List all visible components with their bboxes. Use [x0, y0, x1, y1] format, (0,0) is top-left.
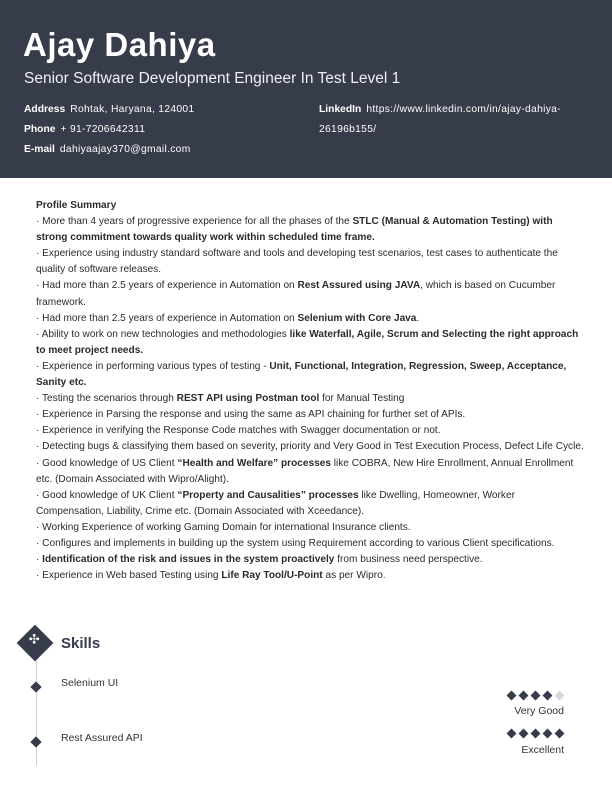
bullet-bold-text: Identification of the risk and issues in the system proactively — [42, 554, 335, 566]
bullet-text: More than 4 years of progressive experience for all the phases of the — [42, 216, 353, 228]
skill-name: Rest Assured API — [61, 732, 143, 744]
bullet-text: Configures and implements in building up the system using Requirement according to various Client specifications. — [42, 537, 555, 549]
bullet-bold-text: STLC (Manual & Automation Testing) with strong commitment towards quality work within scheduled time frame. — [36, 216, 553, 244]
address-value: Rohtak, Haryana, 124001 — [70, 104, 195, 115]
phone-row — [24, 120, 194, 140]
rating-diamond-filled — [531, 691, 541, 701]
bullet-text: as per Wipro. — [322, 570, 386, 582]
linkedin-row — [319, 100, 599, 120]
rating-diamond-filled — [543, 691, 553, 701]
bullet-text: Experience in Parsing the response and using the same as API chaining for further set of APIs. — [42, 409, 466, 421]
summary-bullet: · Identification of the risk and issues in the system proactively from business need perspective. — [36, 554, 483, 566]
bullet-text: for Manual Testing — [319, 393, 405, 405]
skill-level: Very Good — [514, 705, 564, 717]
bullet-text: Good knowledge of UK Client — [42, 489, 178, 501]
skill-rating — [507, 728, 564, 739]
bullet-text: from business need perspective. — [334, 554, 483, 566]
bullet-text: Experience using industry standard software and tools and developing test scenarios, test cases to authenticate the quality of software releases. — [36, 248, 558, 276]
bullet-text: , which is based on Cucumber framework. — [36, 280, 556, 308]
linkedin-url[interactable]: https://www.linkedin.com/in/ajay-dahiya- — [366, 104, 561, 115]
rating-diamond-filled — [519, 691, 529, 701]
summary-bullet: · Good knowledge of US Client “Health and Welfare” processes like COBRA, New Hire Enrollment, Annual Enrollment etc. (Domain Associated with Wipro/Alight). — [36, 457, 574, 485]
rating-diamond-empty — [555, 691, 565, 701]
phone-value: + 91-7206642311 — [60, 124, 146, 135]
summary-bullet: · Good knowledge of UK Client “Property and Causalities” processes like Dwelling, Homeowner, Worker Compensation, Liability, Crime etc. (Domain Associated with Xceedance). — [36, 489, 515, 517]
bullet-bold-text: “Health and Welfare” processes — [177, 457, 331, 469]
bullet-text: like Dwelling, Homeowner, Worker Compensation, Liability, Crime etc. (Domain Associated with Xceedance). — [36, 489, 515, 517]
timeline-line — [36, 660, 37, 766]
rating-diamond-filled — [507, 729, 517, 739]
linkedin-label: LinkedIn — [319, 104, 362, 115]
summary-bullet: · Experience using industry standard software and tools and developing test scenarios, test cases to authenticate the quality of software releases. — [36, 248, 558, 276]
rating-diamond-filled — [555, 729, 565, 739]
summary-bullet: · Detecting bugs & classifying them based on severity, priority and Very Good in Test Execution Process, Defect Life Cycle. — [36, 441, 584, 453]
rating-diamond-filled — [507, 691, 517, 701]
contact-right — [319, 100, 599, 140]
summary-bullet: · Experience in performing various types of testing - Unit, Functional, Integration, Regression, Sweep, Acceptance, Sanity etc. — [36, 360, 567, 389]
bullet-text: Experience in Web based Testing using — [42, 570, 222, 582]
bullet-text: Good knowledge of US Client — [42, 457, 178, 469]
summary-bullet: · Configures and implements in building up the system using Requirement according to various Client specifications. — [36, 537, 555, 549]
bullet-bold-text: like Waterfall, Agile, Scrum and Selecting the right approach to meet project needs. — [36, 328, 579, 356]
skill-name: Selenium UI — [61, 677, 119, 689]
puzzle-icon: ✣ — [28, 632, 40, 648]
phone-label: Phone — [24, 124, 56, 135]
bullet-bold-text: Life Ray Tool/U-Point — [221, 570, 323, 582]
profile-summary — [36, 198, 584, 584]
bullet-text: Ability to work on new technologies and methodologies — [41, 328, 290, 340]
skills-section-icon — [17, 625, 54, 662]
bullet-text: Experience in verifying the Response Code matches with Swagger documentation or not. — [42, 425, 441, 437]
summary-bullet: · More than 4 years of progressive experience for all the phases of the STLC (Manual & Automation Testing) with strong commitment towards quality work within scheduled time frame. — [36, 216, 553, 244]
address-row — [24, 100, 194, 120]
skill-level: Excellent — [521, 744, 564, 756]
bullet-bold-text: Selenium with Core Java — [297, 312, 417, 324]
bullet-text: Testing the scenarios through — [41, 393, 177, 405]
summary-bullet: · Testing the scenarios through REST API using Postman tool for Manual Testing — [36, 393, 405, 405]
linkedin-url-cont[interactable]: 26196b155/ — [319, 124, 377, 135]
summary-bullet: · Ability to work on new technologies and methodologies like Waterfall, Agile, Scrum and Selecting the right approach to meet project needs. — [36, 328, 579, 356]
skill-rating — [507, 690, 564, 701]
email-value[interactable]: dahiyaajay370@gmail.com — [59, 144, 191, 155]
bullet-text: Had more than 2.5 years of experience in Automation on — [42, 312, 298, 324]
candidate-name: Ajay Dahiya — [23, 26, 216, 63]
timeline-marker — [30, 681, 41, 692]
rating-diamond-filled — [531, 729, 541, 739]
address-label: Address — [24, 104, 66, 115]
summary-bullet: · Working Experience of working Gaming Domain for international Insurance clients. — [36, 521, 411, 533]
summary-bullet: · Had more than 2.5 years of experience in Automation on Selenium with Core Java. — [36, 312, 420, 324]
bullet-bold-text: Unit, Functional, Integration, Regression, Sweep, Acceptance, Sanity etc. — [36, 360, 567, 389]
timeline-marker — [30, 736, 41, 747]
bullet-bold-text: “Property and Causalities” processes — [177, 489, 359, 501]
bullet-bold-text: REST API using Postman tool — [176, 393, 320, 405]
summary-bullet: · Experience in verifying the Response Code matches with Swagger documentation or not. — [36, 425, 441, 437]
bullet-text: Working Experience of working Gaming Domain for international Insurance clients. — [42, 521, 411, 533]
summary-bullet: · Experience in Parsing the response and using the same as API chaining for further set of APIs. — [36, 409, 466, 421]
contact-left — [24, 100, 194, 160]
bullet-text: like COBRA, New Hire Enrollment, Annual Enrollment etc. (Domain Associated with Wipro/Alight). — [36, 457, 574, 485]
rating-diamond-filled — [519, 729, 529, 739]
bullet-text: Had more than 2.5 years of experience in Automation on — [42, 280, 298, 292]
bullet-text: . — [416, 312, 420, 324]
email-label: E-mail — [24, 144, 55, 155]
bullet-bold-text: Rest Assured using JAVA — [297, 280, 421, 292]
bullet-text: Detecting bugs & classifying them based on severity, priority and Very Good in Test Execution Process, Defect Life Cycle. — [42, 441, 584, 453]
bullet-text: Experience in performing various types of testing - — [42, 360, 270, 372]
summary-heading: Profile Summary — [36, 200, 117, 211]
email-row — [24, 140, 194, 160]
summary-bullet: · Experience in Web based Testing using Life Ray Tool/U-Point as per Wipro. — [36, 570, 386, 582]
summary-bullet: · Had more than 2.5 years of experience in Automation on Rest Assured using JAVA, which is based on Cucumber framework. — [36, 280, 556, 308]
resume-header — [0, 0, 612, 178]
job-title: Senior Software Development Engineer In Test Level 1 — [24, 70, 401, 87]
skills-heading: Skills — [61, 635, 101, 652]
rating-diamond-filled — [543, 729, 553, 739]
summary-bullets — [36, 214, 584, 584]
